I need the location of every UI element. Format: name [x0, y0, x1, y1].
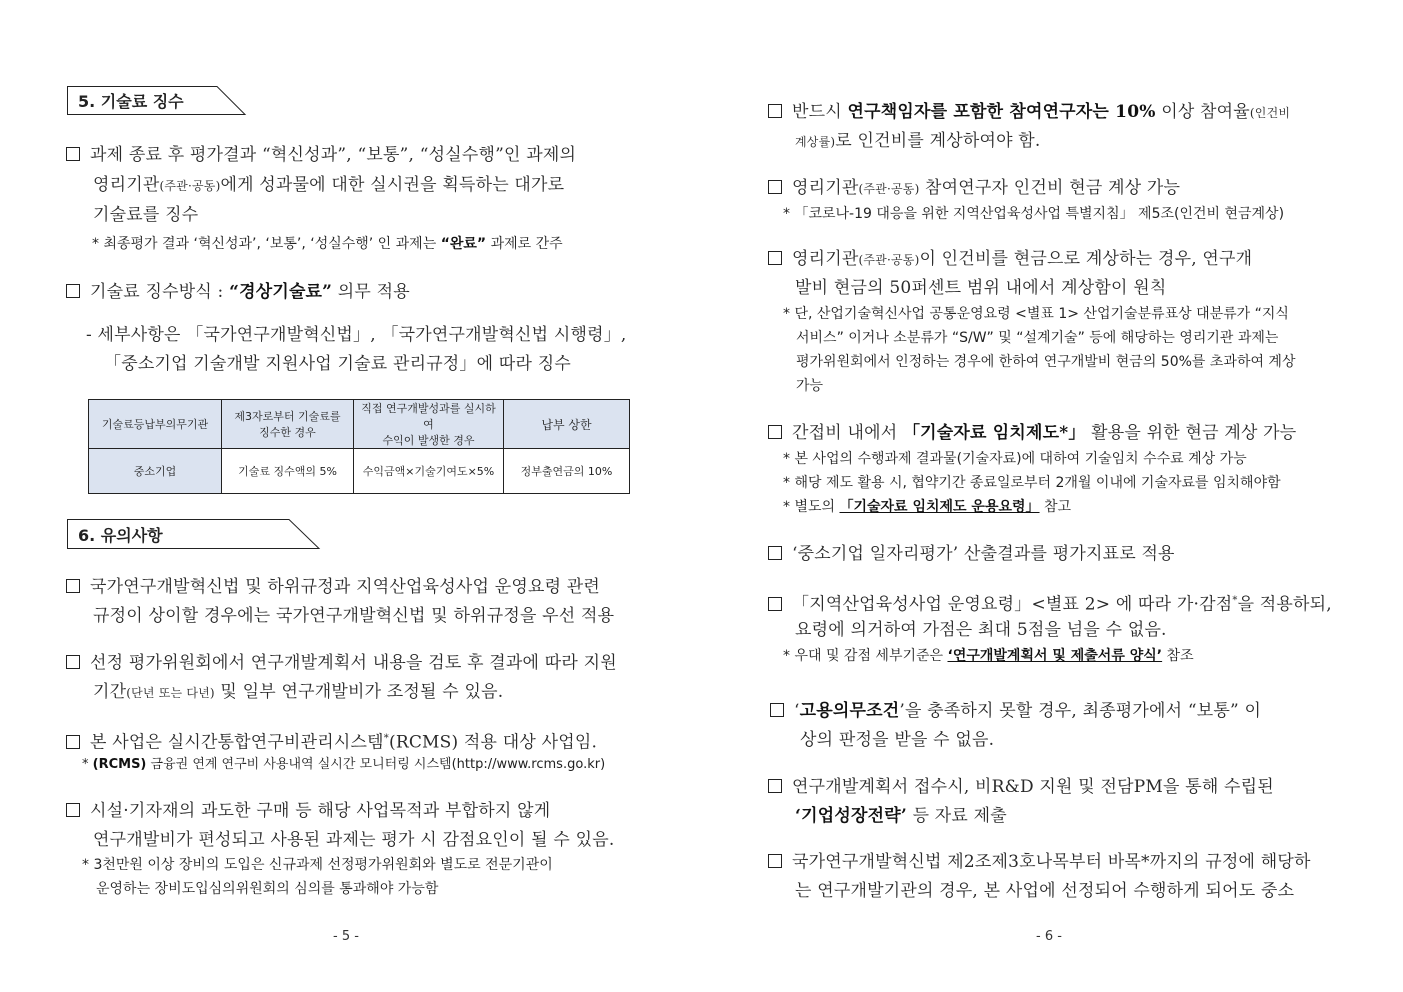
bullet-line: 연구개발비가 편성되고 사용된 과제는 평가 시 감점요인이 될 수 있음. [93, 830, 615, 850]
bullet-evaluation-committee: 선정 평가위원회에서 연구개발계획서 내용을 검토 후 결과에 따라 지원 [66, 648, 617, 678]
bullet-employment-obligation: ‘고용의무조건’을 충족하지 못할 경우, 최종평가에서 “보통” 이 [770, 696, 1261, 726]
checkbox-square-icon [66, 735, 80, 749]
bullet-line: 규정이 상이할 경우에는 국가연구개발혁신법 및 하위규정을 우선 적용 [93, 606, 615, 626]
table-cell: 중소기업 [89, 449, 222, 494]
bullet-line: 기술료를 징수 [93, 205, 199, 225]
table-cell: 기술료 징수액의 5% [222, 449, 354, 494]
dash-line: 「중소기업 기술개발 지원사업 기술료 관리규정」에 따라 징수 [104, 354, 571, 374]
checkbox-square-icon [66, 655, 80, 669]
checkbox-square-icon [66, 284, 80, 298]
note-line: * 최종평가 결과 ‘혁신성과’, ‘보통’, ‘성실수행’ 인 과제는 “완료” 과제로 간주 [92, 236, 563, 252]
bullet-regulation-priority: 국가연구개발혁신법 및 하위규정과 지역산업육성사업 운영요령 관련 [66, 572, 600, 602]
section-5-title: 5. 기술료 징수 [78, 92, 184, 111]
note-line: * 별도의 「기술자료 임치제도 운용요령」 참고 [783, 499, 1072, 515]
page-number: - 5 - [333, 929, 359, 944]
checkbox-square-icon [768, 597, 782, 611]
checkbox-square-icon [768, 854, 782, 868]
note-line: * 단, 산업기술혁신사업 공통운영요령 <별표 1> 산업기술분류표상 대분류가 “지식 [783, 306, 1289, 322]
note-line: 서비스” 이거나 소분류가 “S/W” 및 “설계기술” 등에 해당하는 영리기관 과제는 [796, 330, 1279, 346]
note-line: * 우대 및 감점 세부기준은 ‘연구개발계획서 및 제출서류 양식’ 참조 [783, 648, 1194, 664]
checkbox-square-icon [768, 425, 782, 439]
checkbox-square-icon [768, 546, 782, 560]
table-header-cell: 기술료등납부의무기관 [89, 400, 222, 449]
royalty-table [88, 399, 630, 494]
bullet-line: 영리기관(주관·공동)에게 성과물에 대한 실시권을 획득하는 대가로 [93, 175, 565, 195]
bullet-tech-escrow: 간접비 내에서 「기술자료 임치제도*」 활용을 위한 현금 계상 가능 [768, 418, 1296, 448]
note-line: * 본 사업의 수행과제 결과물(기술자료)에 대하여 기술임치 수수료 계상 가능 [783, 451, 1247, 467]
bullet-line: 계상률)로 인건비를 계상하여야 함. [795, 131, 1041, 151]
checkbox-square-icon [768, 779, 782, 793]
note-line: 운영하는 장비도입심의위원회의 심의를 통과해야 가능함 [96, 881, 439, 897]
table-row [89, 449, 630, 494]
checkbox-square-icon [66, 579, 80, 593]
note-line: 평가위원회에서 인정하는 경우에 한하여 연구개발비 현금의 50%를 초과하여 계상 [796, 354, 1296, 370]
bullet-line: ‘기업성장전략’ 등 자료 제출 [795, 806, 1007, 826]
bullet-line: 상의 판정을 받을 수 없음. [800, 730, 995, 750]
bullet-line: 요령에 의거하여 가점은 최대 5점을 넘을 수 없음. [795, 620, 1167, 640]
page-number: - 6 - [1036, 929, 1062, 944]
note-line: * 해당 제도 활용 시, 협약기간 종료일로부터 2개월 이내에 기술자료를 임치해야함 [783, 475, 1281, 491]
note-line: * 「코로나-19 대응을 위한 지역산업육성사업 특별지침」 제5조(인건비 현금계상) [783, 206, 1285, 222]
bullet-rnd-act: 국가연구개발혁신법 제2조제3호나목부터 바목*까지의 규정에 해당하 [768, 847, 1311, 877]
bullet-job-evaluation: ‘중소기업 일자리평가’ 산출결과를 평가지표로 적용 [768, 539, 1175, 569]
checkbox-square-icon [770, 703, 784, 717]
bullet-equipment: 시설·기자재의 과도한 구매 등 해당 사업목적과 부합하지 않게 [66, 796, 550, 826]
table-cell: 정부출연금의 10% [504, 449, 630, 494]
checkbox-square-icon [768, 104, 782, 118]
bullet-cash-labor: 영리기관(주관·공동) 참여연구자 인건비 현금 계상 가능 [768, 173, 1180, 204]
bullet-growth-strategy: 연구개발계획서 접수시, 비R&D 지원 및 전담PM을 통해 수립된 [768, 772, 1274, 802]
table-header-cell: 제3자로부터 기술료를 징수한 경우 [222, 400, 354, 449]
checkbox-square-icon [66, 147, 80, 161]
table-cell: 수익금액×기술기여도×5% [354, 449, 504, 494]
note-line: * (RCMS) 금융권 연계 연구비 사용내역 실시간 모니터링 시스템(http://www.rcms.go.kr) [82, 757, 606, 772]
checkbox-square-icon [768, 251, 782, 265]
bullet-line: 발비 현금의 50퍼센트 범위 내에서 계상함이 원칙 [795, 278, 1167, 298]
bullet-cash-limit: 영리기관(주관·공동)이 인건비를 현금으로 계상하는 경우, 연구개 [768, 244, 1252, 275]
bullet-royalty-method: 기술료 징수방식 : “경상기술료” 의무 적용 [66, 277, 410, 307]
bullet-royalty-collection: 과제 종료 후 평가결과 “혁신성과”, “보통”, “성실수행”인 과제의 [66, 140, 576, 170]
bullet-bonus-penalty: 「지역산업육성사업 운영요령」<별표 2> 에 따라 가·감점*을 적용하되, [768, 586, 1332, 620]
bullet-line: 기간(단년 또는 다년) 및 일부 연구개발비가 조정될 수 있음. [93, 682, 504, 702]
section-6-title: 6. 유의사항 [78, 526, 163, 545]
bullet-rcms: 본 사업은 실시간통합연구비관리시스템*(RCMS) 적용 대상 사업임. [66, 724, 597, 758]
bullet-line: 는 연구개발기관의 경우, 본 사업에 선정되어 수행하게 되어도 중소 [795, 881, 1295, 901]
bullet-participation-rate: 반드시 연구책임자를 포함한 참여연구자는 10% 이상 참여율(인건비 [768, 97, 1290, 128]
note-line: * 3천만원 이상 장비의 도입은 신규과제 선정평가위원회와 별도로 전문기관이 [82, 857, 553, 873]
checkbox-square-icon [768, 180, 782, 194]
dash-line: - 세부사항은 「국가연구개발혁신법」, 「국가연구개발혁신법 시행령」, [86, 325, 627, 345]
table-header-row [89, 400, 630, 449]
table-header-cell: 납부 상한 [504, 400, 630, 449]
note-line: 가능 [796, 378, 824, 394]
checkbox-square-icon [66, 803, 80, 817]
table-header-cell: 직접 연구개발성과를 실시하여 수익이 발생한 경우 [354, 400, 504, 449]
